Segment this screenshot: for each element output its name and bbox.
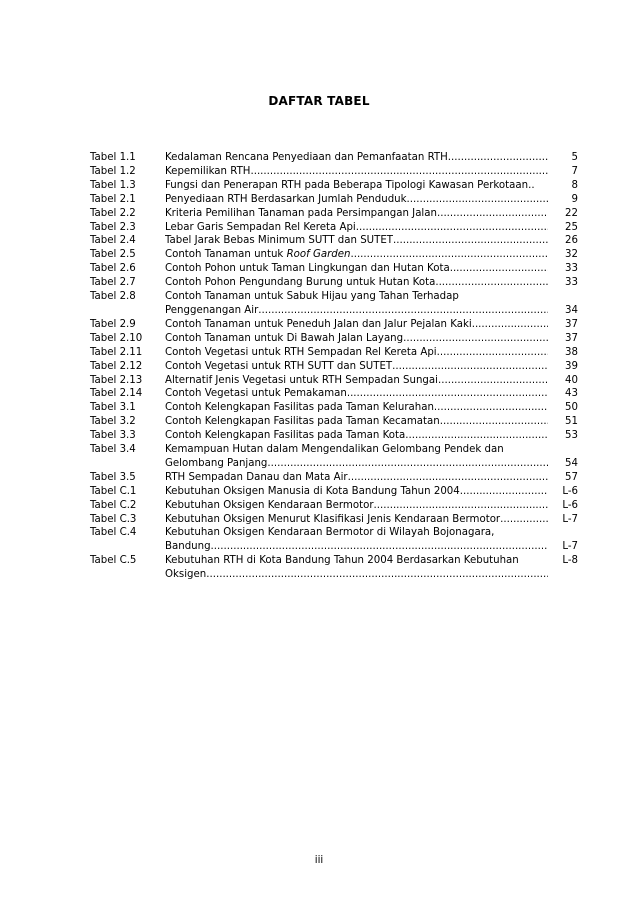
list-item[interactable] (90, 262, 578, 276)
dot-leader (211, 540, 548, 554)
list-item[interactable] (90, 332, 578, 346)
list-item[interactable] (90, 443, 578, 471)
dot-leader (350, 248, 548, 262)
page-number: 37 (565, 332, 578, 344)
page-number: 43 (565, 388, 578, 400)
dot-leader (437, 207, 548, 221)
table-title: Fungsi dan Penerapan RTH pada Beberapa Tipologi Kawasan Perkotaan.. (165, 179, 535, 191)
list-item[interactable] (90, 276, 578, 290)
dot-leader (407, 193, 548, 207)
table-title: Contoh Tanaman untuk Peneduh Jalan dan Jalur Pejalan Kaki (165, 318, 472, 330)
list-item[interactable] (90, 429, 578, 443)
list-item[interactable] (90, 234, 578, 248)
page-number: 26 (565, 235, 578, 247)
table-title: Kebutuhan RTH di Kota Bandung Tahun 2004 Berdasarkan Kebutuhan (165, 555, 519, 567)
page-number: 53 (565, 430, 578, 442)
page-number: L-7 (562, 541, 578, 553)
table-title: Penyediaan RTH Berdasarkan Jumlah Penduduk (165, 193, 407, 205)
table-title: Contoh Tanaman untuk Di Bawah Jalan Layang (165, 332, 404, 344)
table-title: Alternatif Jenis Vegetasi untuk RTH Sempadan Sungai (165, 374, 438, 386)
table-title: Tabel Jarak Bebas Minimum SUTT dan SUTET (165, 235, 393, 247)
table-label: Tabel 2.3 (90, 221, 136, 233)
page-number: 50 (565, 402, 578, 414)
table-label: Tabel 2.2 (90, 207, 136, 219)
dot-leader (267, 457, 548, 471)
table-label: Tabel 3.5 (90, 471, 136, 483)
table-label: Tabel C.3 (90, 513, 137, 525)
page-number: 7 (571, 165, 578, 177)
table-label: Tabel 1.2 (90, 165, 136, 177)
table-title: Contoh Pohon untuk Taman Lingkungan dan Hutan Kota (165, 263, 450, 275)
list-item[interactable] (90, 554, 578, 582)
dot-leader (356, 221, 548, 235)
dot-leader (460, 485, 548, 499)
page-number: 39 (565, 360, 578, 372)
list-item[interactable] (90, 499, 578, 513)
list-item[interactable] (90, 485, 578, 499)
page-number: 51 (565, 416, 578, 428)
list-item[interactable] (90, 207, 578, 221)
dot-leader (405, 429, 548, 443)
table-title: Kedalaman Rencana Penyediaan dan Pemanfaatan RTH (165, 152, 448, 163)
dot-leader (438, 374, 548, 388)
dot-leader (437, 346, 548, 360)
table-label: Tabel C.4 (90, 527, 137, 539)
table-label: Tabel C.2 (90, 499, 137, 511)
table-title-continued: Penggenangan Air (165, 304, 259, 316)
list-item[interactable] (90, 248, 578, 262)
list-item[interactable] (90, 471, 578, 485)
table-title: Contoh Vegetasi untuk RTH SUTT dan SUTET (165, 360, 393, 372)
list-item[interactable] (90, 193, 578, 207)
table-title: Kemampuan Hutan dalam Mengendalikan Gelombang Pendek dan (165, 444, 504, 456)
page-number: 37 (565, 318, 578, 330)
page-number: L-8 (562, 555, 578, 567)
dot-leader (206, 568, 548, 582)
table-label: Tabel 2.10 (90, 332, 143, 344)
list-item[interactable] (90, 318, 578, 332)
page-number: 57 (565, 471, 578, 483)
page-number: 8 (571, 179, 578, 191)
page-number: 32 (565, 249, 578, 261)
dot-leader (450, 262, 548, 276)
list-item[interactable] (90, 401, 578, 415)
table-title: Contoh Tanaman untuk Roof Garden (165, 249, 351, 261)
table-label: Tabel 2.1 (90, 193, 136, 205)
page-number: 9 (571, 193, 578, 205)
page-number: 40 (565, 374, 578, 386)
footer-page-number: iii (314, 855, 324, 866)
table-title: Kebutuhan Oksigen Kendaraan Bermotor (165, 499, 374, 511)
dot-leader (448, 151, 548, 165)
table-title: Kepemilikan RTH (165, 165, 251, 177)
page-number: 54 (565, 457, 578, 469)
dot-leader (393, 234, 548, 248)
table-title: RTH Sempadan Danau dan Mata Air (165, 471, 348, 483)
dot-leader (440, 415, 548, 429)
page-number: 33 (565, 277, 578, 289)
table-label: Tabel 3.4 (90, 444, 136, 456)
dot-leader (374, 499, 548, 513)
table-label: Tabel 2.12 (90, 360, 143, 372)
page-number: L-6 (562, 499, 578, 511)
table-title: Contoh Vegetasi untuk Pemakaman (165, 388, 347, 400)
list-item[interactable] (90, 179, 578, 193)
table-title-continued: Oksigen (165, 569, 207, 581)
table-label: Tabel 2.4 (90, 235, 136, 247)
page-title: DAFTAR TABEL (268, 94, 370, 108)
list-item[interactable] (90, 374, 578, 388)
table-title: Kebutuhan Oksigen Kendaraan Bermotor di Wilayah Bojonagara, (165, 527, 495, 539)
list-item[interactable] (90, 513, 578, 527)
dot-leader (472, 318, 548, 332)
table-label: Tabel 2.14 (90, 388, 143, 400)
table-title-italic: Roof Garden (286, 249, 351, 261)
list-item[interactable] (90, 415, 578, 429)
list-item[interactable] (90, 221, 578, 235)
dot-leader (500, 513, 548, 527)
table-title-continued: Gelombang Panjang (165, 457, 268, 469)
table-label: Tabel 2.13 (90, 374, 143, 386)
dot-leader (435, 276, 548, 290)
table-title: Contoh Vegetasi untuk RTH Sempadan Rel Kereta Api (165, 346, 437, 358)
table-title: Contoh Kelengkapan Fasilitas pada Taman Kelurahan (165, 402, 434, 414)
table-label: Tabel 1.3 (90, 179, 136, 191)
dot-leader (258, 304, 548, 318)
dot-leader (403, 332, 548, 346)
page-number: L-6 (562, 485, 578, 497)
list-item[interactable] (90, 290, 578, 318)
table-label: Tabel 1.1 (90, 152, 136, 163)
table-label: Tabel 2.8 (90, 291, 136, 303)
table-label: Tabel 2.5 (90, 249, 136, 261)
page-number: 33 (565, 263, 578, 275)
table-label: Tabel 3.3 (90, 430, 136, 442)
list-item[interactable] (90, 165, 578, 179)
page-number: 22 (565, 207, 578, 219)
table-title: Kebutuhan Oksigen Manusia di Kota Bandung Tahun 2004 (165, 485, 460, 497)
table-list (90, 151, 578, 582)
list-item[interactable] (90, 526, 578, 554)
dot-leader (250, 165, 548, 179)
table-label: Tabel 2.7 (90, 277, 136, 289)
table-label: Tabel 2.9 (90, 318, 136, 330)
table-title: Contoh Pohon Pengundang Burung untuk Hutan Kota (165, 277, 436, 289)
table-title: Contoh Tanaman untuk Sabuk Hijau yang Tahan Terhadap (165, 291, 459, 303)
dot-leader (392, 360, 548, 374)
table-label: Tabel C.1 (90, 485, 137, 497)
list-item[interactable] (90, 346, 578, 360)
list-item[interactable] (90, 151, 578, 165)
list-item[interactable] (90, 387, 578, 401)
table-label: Tabel C.5 (90, 555, 137, 567)
dot-leader (348, 471, 548, 485)
table-title: Kriteria Pemilihan Tanaman pada Persimpangan Jalan (165, 207, 437, 219)
table-label: Tabel 2.11 (90, 346, 143, 358)
page-number: 5 (571, 152, 578, 163)
table-title: Lebar Garis Sempadan Rel Kereta Api (165, 221, 356, 233)
table-title: Kebutuhan Oksigen Menurut Klasifikasi Jenis Kendaraan Bermotor (165, 513, 501, 525)
table-label: Tabel 2.6 (90, 263, 136, 275)
dot-leader (434, 401, 548, 415)
page-number: 25 (565, 221, 578, 233)
page-number: L-7 (562, 513, 578, 525)
page-number: 38 (565, 346, 578, 358)
table-label: Tabel 3.1 (90, 402, 136, 414)
table-title: Contoh Kelengkapan Fasilitas pada Taman Kota (165, 430, 406, 442)
page-number: 34 (565, 304, 578, 316)
dot-leader (347, 387, 548, 401)
table-label: Tabel 3.2 (90, 416, 136, 428)
table-title: Contoh Kelengkapan Fasilitas pada Taman Kecamatan (165, 416, 440, 428)
list-item[interactable] (90, 360, 578, 374)
table-title-continued: Bandung (165, 541, 211, 553)
